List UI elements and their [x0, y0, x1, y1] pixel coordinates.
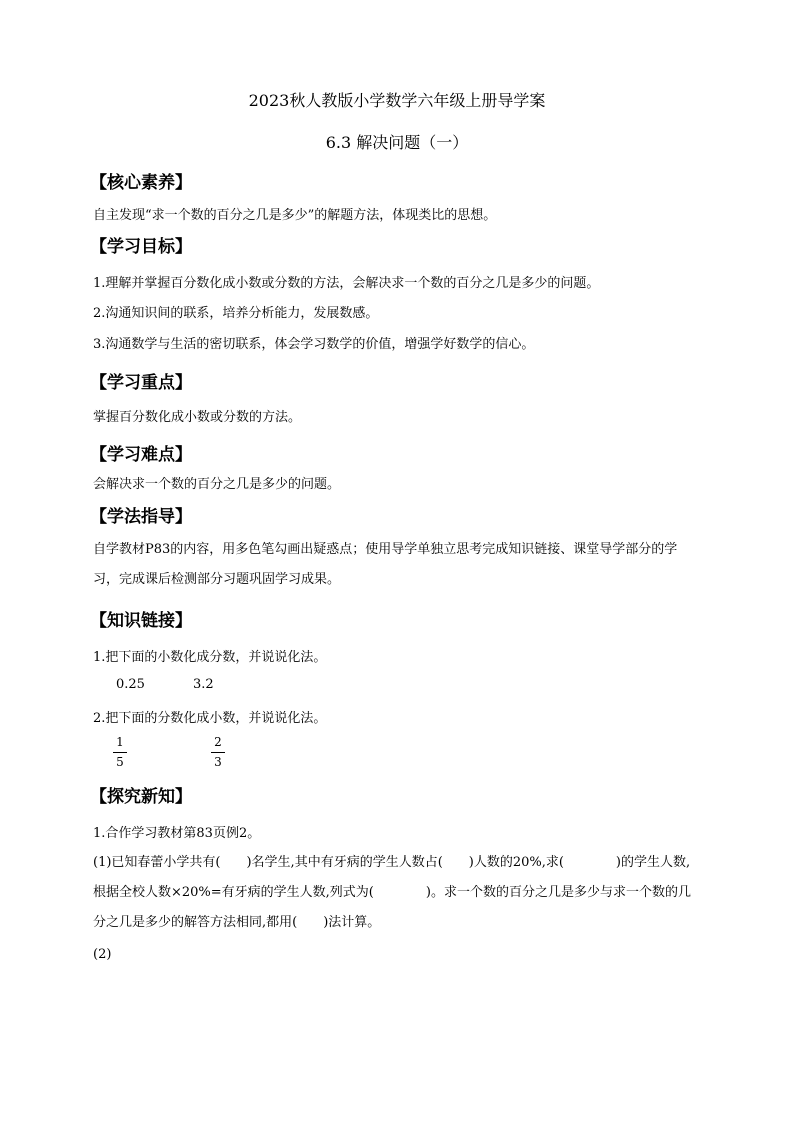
- fraction-1-numerator: 1: [116, 735, 124, 749]
- explore-question-1: 1.合作学习教材第83页例2。: [93, 826, 261, 841]
- explore-paragraph-2: (2): [93, 947, 112, 962]
- fraction-1-bar: [113, 752, 127, 753]
- goal-item-1: 1.理解并掌握百分数化成小数或分数的方法，会解决求一个数的百分之几是多少的问题。: [93, 276, 600, 291]
- lesson-subtitle: 6.3 解决问题（一）: [325, 133, 469, 152]
- section-key-heading: 【学习重点】: [90, 373, 192, 393]
- section-difficulty-heading: 【学习难点】: [90, 445, 192, 465]
- section-method-heading: 【学法指导】: [90, 507, 192, 527]
- method-text: 自学教材P83的内容，用多色笔勾画出疑惑点；使用导学单独立思考完成知识链接、课堂导学部分的学习，完成课后检测部分习题巩固学习成果。: [93, 542, 678, 587]
- fraction-2-bar: [211, 752, 225, 753]
- fraction-2-denominator: 3: [214, 755, 222, 769]
- difficulty-text: 会解决求一个数的百分之几是多少的问题。: [93, 477, 341, 492]
- link-question-1: 1.把下面的小数化成分数，并说说化法。: [93, 650, 327, 665]
- goal-item-2: 2.沟通知识间的联系，培养分析能力，发展数感。: [93, 306, 379, 321]
- explore-paragraph-1: (1)已知春蕾小学共有( )名学生,其中有牙病的学生人数占( )人数的20%,求( )的学生人数,根据全校人数×20%=有牙病的学生人数,列式为( )。求一个数的百分之几是多少与求一个数的几分之几是多少的解答方法相同,都用( )法计算。: [93, 855, 691, 930]
- section-goals-heading: 【学习目标】: [90, 237, 192, 257]
- fraction-2: [211, 735, 225, 770]
- link-question-2: 2.把下面的分数化成小数，并说说化法。: [93, 711, 327, 726]
- goal-item-3: 3.沟通数学与生活的密切联系，体会学习数学的价值，增强学好数学的信心。: [93, 337, 535, 352]
- document-title: 2023秋人教版小学数学六年级上册导学案: [248, 91, 546, 110]
- fraction-1: [113, 735, 127, 770]
- fraction-2-numerator: 2: [214, 735, 222, 749]
- section-link-heading: 【知识链接】: [90, 611, 192, 631]
- fraction-1-denominator: 5: [116, 755, 124, 769]
- section-core-heading: 【核心素养】: [90, 173, 192, 193]
- decimal-item-1: 0.25: [116, 677, 145, 692]
- core-text: 自主发现“求一个数的百分之几是多少”的解题方法，体现类比的思想。: [93, 208, 497, 223]
- decimal-item-2: 3.2: [193, 677, 214, 692]
- section-explore-heading: 【探究新知】: [90, 787, 192, 807]
- key-text: 掌握百分数化成小数或分数的方法。: [93, 410, 302, 425]
